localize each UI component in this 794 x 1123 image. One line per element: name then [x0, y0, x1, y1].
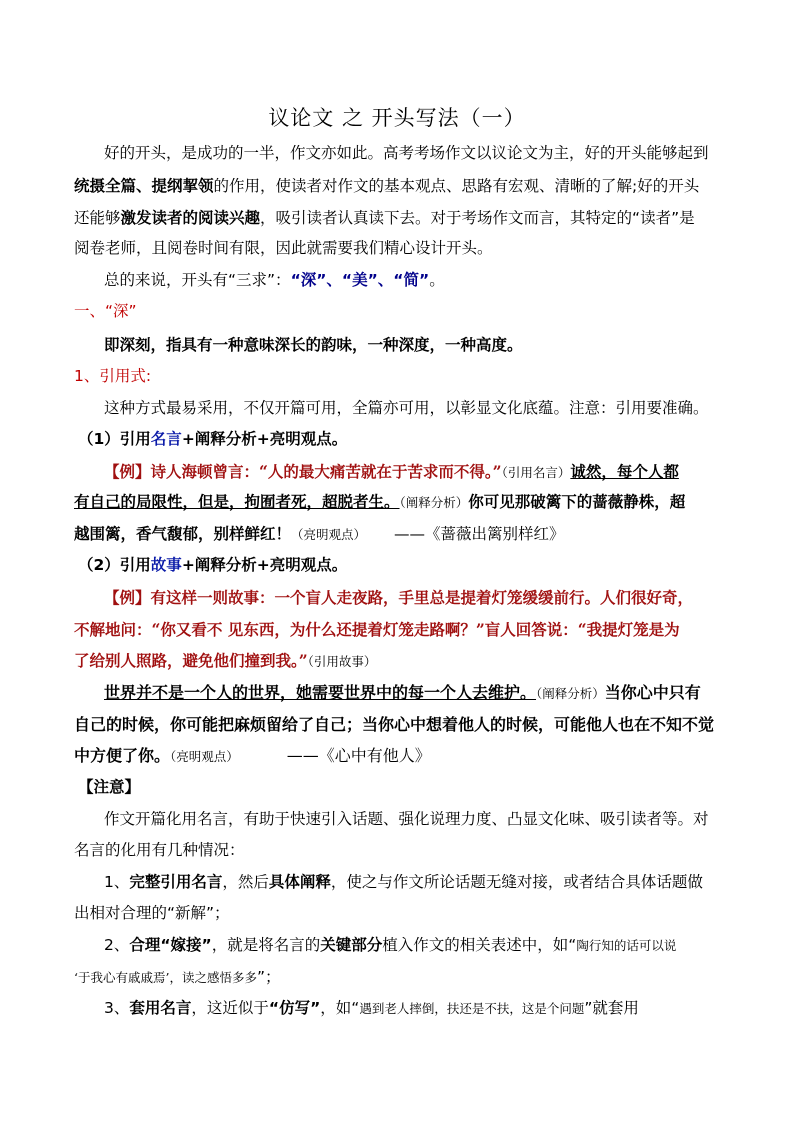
- page-title: 议论文 之 开头写法（一）: [268, 106, 526, 130]
- three-requirements-line: 总的来说，开头有“三求”：“深”、“美”、“简”。: [104, 271, 445, 289]
- example-2-line-2: 不解地问：“你又看不 见东西，为什么还提着灯笼走路啊？”盲人回答说：“我提灯笼是为: [74, 620, 680, 639]
- intro-line-2: 统摄全篇、提纲挈领的作用，使读者对作文的基本观点、思路有宏观、清晰的了解;好的开头: [74, 176, 700, 195]
- notice-line-2: 名言的化用有几种情况：: [74, 841, 245, 859]
- example-2-line-5: 自己的时候，你可能把麻烦留给了自己；当你心中想着他人的时候，可能他人也在不知不觉: [74, 715, 715, 734]
- quote-style-desc: 这种方式最易采用，不仅开篇可用，全篇亦可用，以彰显文化底蕴。注意：引用要准确。: [104, 399, 709, 417]
- example-1-line-1: 【例】诗人海顿曾言：“人的最大痛苦就在于苦求而不得。”（引用名言）诚然，每个人都: [104, 462, 679, 481]
- method-1-line: （1）引用名言+阐释分析+亮明观点。: [78, 430, 348, 448]
- section-heading-deep: 一、“深”: [74, 302, 137, 320]
- intro-line-3: 还能够激发读者的阅读兴趣，吸引读者认真读下去。对于考场作文而言，其特定的“读者”是: [74, 208, 695, 227]
- example-1-line-3: 越围篱，香气馥郁，别样鲜红！（亮明观点） ——《蔷薇出篱别样红》: [74, 525, 565, 543]
- notice-item-2-cont: ‘于我心有戚戚焉’，读之感悟多多”；: [74, 968, 281, 986]
- example-1-line-2: 有自己的局限性，但是，拘囿者死，超脱者生。（阐释分析）你可见那破篱下的蔷薇静株，超: [74, 493, 686, 511]
- intro-line-4: 阅卷老师，且阅卷时间有限，因此就需要我们精心设计开头。: [74, 239, 493, 257]
- notice-item-1-cont: 出相对合理的“新解”；: [74, 904, 230, 922]
- example-2-line-3: 了给别人照路，避免他们撞到我。”（引用故事）: [74, 651, 377, 670]
- example-2-line-6: 中方便了你。（亮明观点） ——《心中有他人》: [74, 746, 431, 765]
- notice-line-1: 作文开篇化用名言，有助于快速引入话题、强化说理力度、凸显文化味、吸引读者等。对: [104, 810, 709, 828]
- notice-heading: 【注意】: [78, 778, 141, 796]
- notice-item-3: 3、套用名言，这近似于“仿写”，如“遇到老人摔倒，扶还是不扶，这是个问题”就套用: [104, 999, 639, 1017]
- notice-item-2: 2、合理“嫁接”，就是将名言的关键部分植入作文的相关表述中，如“陶行知的话可以说: [104, 936, 677, 954]
- notice-item-1: 1、完整引用名言，然后具体阐释，使之与作文所论话题无缝对接，或者结合具体话题做: [104, 873, 703, 891]
- example-2-line-1: 【例】有这样一则故事：一个盲人走夜路，手里总是提着灯笼缓缓前行。人们很好奇，: [104, 588, 694, 607]
- section-definition: 即深刻，指具有一种意味深长的韵味，一种深度，一种高度。: [104, 335, 523, 354]
- subheading-quote-style: 1、引用式:: [74, 367, 152, 385]
- example-2-line-4: 世界并不是一个人的世界，她需要世界中的每一个人去维护。（阐释分析）当你心中只有: [104, 683, 701, 702]
- intro-line-1: 好的开头，是成功的一半，作文亦如此。高考考场作文以议论文为主，好的开头能够起到: [104, 144, 709, 162]
- method-2-line: （2）引用故事+阐释分析+亮明观点。: [78, 556, 348, 574]
